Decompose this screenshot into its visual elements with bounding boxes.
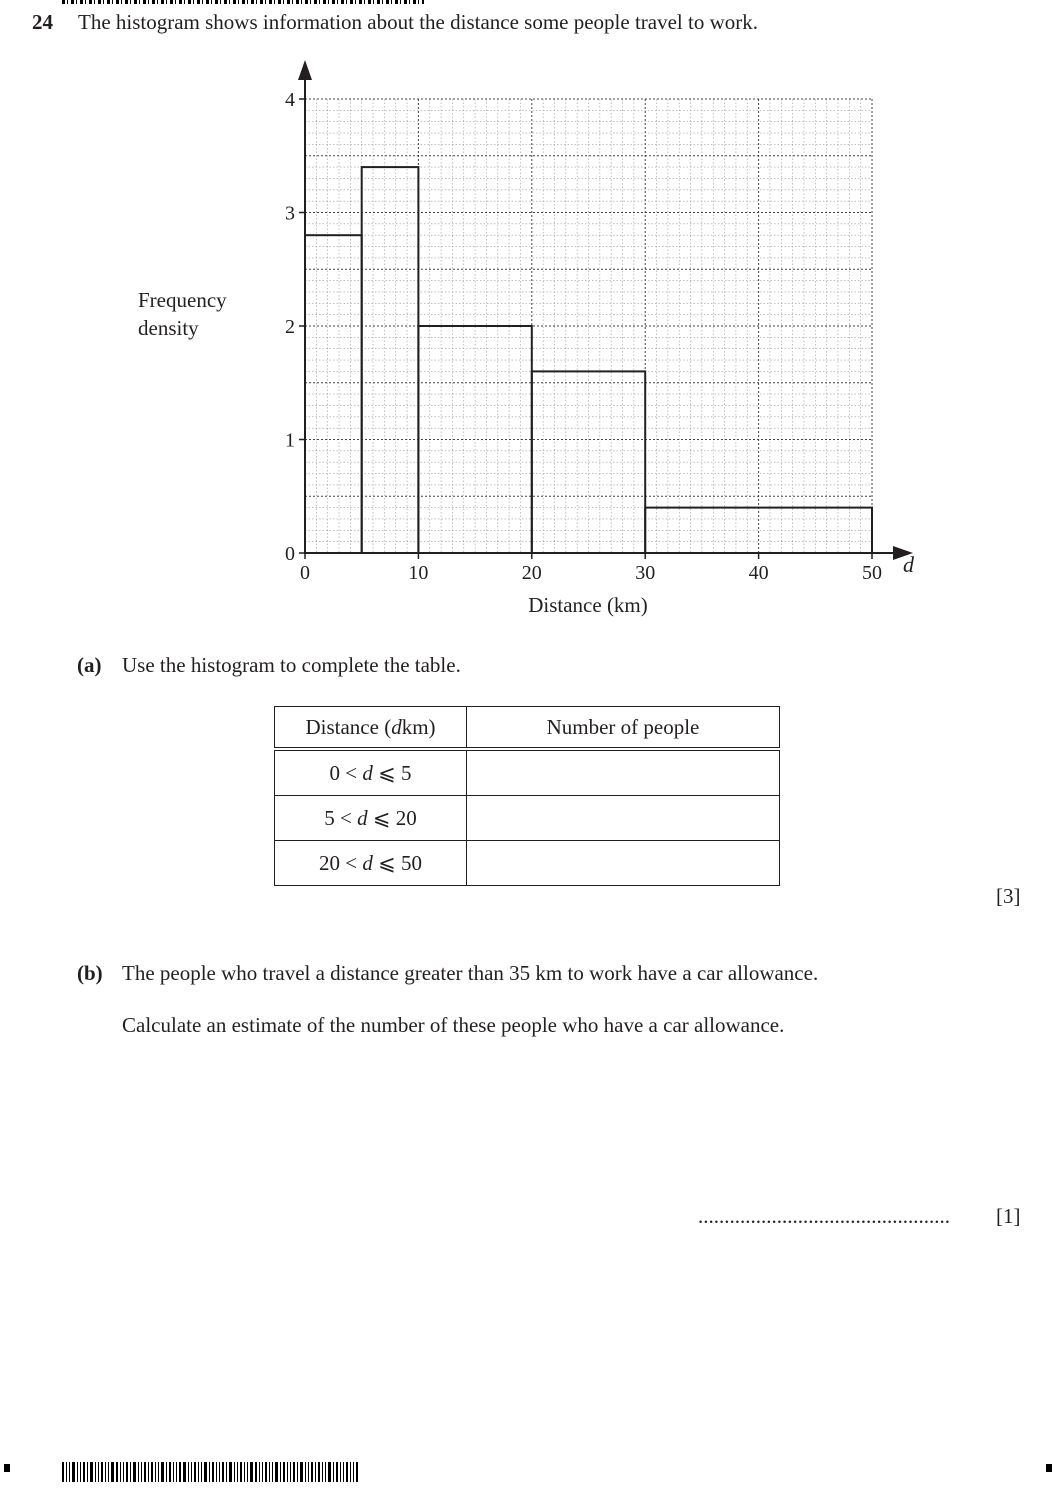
table-row	[275, 796, 780, 841]
barcode-bar	[305, 1462, 306, 1482]
x-variable-label: d	[903, 552, 914, 577]
barcode-bar	[311, 1462, 313, 1482]
barcode-bar	[66, 1462, 67, 1482]
barcode-bar	[247, 1462, 248, 1482]
barcode-bar	[250, 1462, 253, 1482]
barcode-bar	[269, 1462, 270, 1482]
barcode-bar	[283, 1462, 285, 1482]
barcode-bar	[144, 1462, 146, 1482]
barcode-bar	[141, 1462, 142, 1482]
answer-line[interactable]: ................................................	[698, 1204, 950, 1228]
barcode-bar	[120, 1462, 121, 1482]
barcode-bar	[315, 1462, 316, 1482]
histogram-chart	[0, 0, 1056, 640]
barcode-bar	[244, 1462, 245, 1482]
barcode-bar	[234, 1462, 235, 1482]
barcode-bar	[166, 1462, 167, 1482]
barcode-bar	[255, 1462, 257, 1482]
barcode-bar	[158, 1462, 159, 1482]
barcode-bar	[183, 1462, 186, 1482]
barcode-bar	[318, 1462, 320, 1482]
part-a-text: Use the histogram to complete the table.	[122, 653, 461, 677]
barcode-bar	[111, 1462, 114, 1482]
barcode-bar	[353, 1462, 354, 1482]
barcode-bar	[194, 1462, 196, 1482]
x-tick-label: 30	[635, 562, 656, 584]
barcode-bar	[212, 1462, 214, 1482]
barcode-bar	[300, 1462, 303, 1482]
frequency-table	[274, 706, 780, 886]
barcode-bar	[201, 1462, 202, 1482]
barcode-bar	[173, 1462, 174, 1482]
question-number: 24	[32, 10, 53, 34]
barcode-bar	[179, 1462, 181, 1482]
barcode-bar	[155, 1462, 156, 1482]
y-axis-label: Frequency density	[138, 288, 227, 340]
barcode-bar	[287, 1462, 288, 1482]
barcode-bar	[297, 1462, 298, 1482]
barcode-bar	[293, 1462, 295, 1482]
table-row	[275, 749, 780, 796]
distance-class: 0 < d ⩽ 5	[275, 749, 467, 796]
barcode-bar	[123, 1462, 124, 1482]
barcode-bar	[237, 1462, 238, 1482]
barcode-bar	[280, 1462, 281, 1482]
barcode-bar	[62, 1462, 64, 1482]
barcode-bar	[130, 1462, 131, 1482]
x-tick-label: 10	[408, 562, 429, 584]
y-tick-label: 1	[285, 429, 295, 452]
barcode-bar	[356, 1462, 358, 1482]
barcode-bar	[290, 1462, 291, 1482]
number-of-people-cell[interactable]	[467, 796, 780, 841]
y-axis-arrow	[298, 60, 312, 80]
part-b-text: The people who travel a distance greater than 35 km to work have a car allowance.	[122, 961, 819, 985]
y-tick-label: 2	[285, 316, 295, 338]
y-tick-label: 3	[285, 202, 295, 225]
barcode-bar	[116, 1462, 118, 1482]
x-tick-label: 0	[300, 562, 310, 584]
x-axis-label: Distance (km)	[528, 593, 648, 617]
barcode-bar	[204, 1462, 207, 1482]
barcode-bar	[333, 1462, 334, 1482]
barcode-bar	[72, 1462, 75, 1482]
barcode-bar	[133, 1462, 136, 1482]
barcode-bar	[80, 1462, 81, 1482]
corner-mark-right	[1046, 1464, 1052, 1472]
part-b-marks: [1]	[996, 1204, 1021, 1228]
part-a-label: (a)	[77, 653, 102, 677]
barcode-bar	[219, 1462, 220, 1482]
number-of-people-cell[interactable]	[467, 749, 780, 796]
part-b-text2: Calculate an estimate of the number of these people who have a car allowance.	[122, 1013, 785, 1037]
barcode-bar	[240, 1462, 242, 1482]
part-b-label: (b)	[77, 961, 103, 985]
barcode-bar	[98, 1462, 99, 1482]
barcode-bar	[229, 1462, 232, 1482]
barcode-bar	[101, 1462, 103, 1482]
table-header-row	[275, 707, 780, 750]
barcode-bar	[216, 1462, 217, 1482]
barcode-bar	[209, 1462, 210, 1482]
barcode-bar	[148, 1462, 149, 1482]
barcode-bar	[272, 1462, 273, 1482]
question-text: The histogram shows information about the distance some people travel to work.	[78, 10, 759, 34]
distance-class: 5 < d ⩽ 20	[275, 796, 467, 841]
barcode-bar	[343, 1462, 344, 1482]
barcode-bar	[188, 1462, 189, 1482]
barcode-bar	[308, 1462, 309, 1482]
x-tick-label: 40	[748, 562, 769, 584]
barcode-bar	[151, 1462, 153, 1482]
barcode-bar	[325, 1462, 326, 1482]
barcode-bar	[191, 1462, 192, 1482]
barcode-bar	[126, 1462, 128, 1482]
barcode-bar	[222, 1462, 224, 1482]
barcode-bar	[95, 1462, 96, 1482]
header-number-of-people: Number of people	[467, 707, 780, 750]
barcode-bar	[169, 1462, 171, 1482]
barcode-bar	[87, 1462, 88, 1482]
barcode-bar	[77, 1462, 78, 1482]
table-row	[275, 841, 780, 886]
barcode-bar	[265, 1462, 267, 1482]
barcode-bar	[69, 1462, 70, 1482]
barcode-bar	[350, 1462, 351, 1482]
number-of-people-cell[interactable]	[467, 841, 780, 886]
corner-mark-left	[4, 1464, 10, 1472]
part-a-marks: [3]	[996, 884, 1021, 908]
x-tick-label: 20	[521, 562, 542, 584]
barcode-bar	[340, 1462, 341, 1482]
y-tick-label: 0	[285, 543, 295, 565]
barcode	[62, 1462, 360, 1482]
barcode-bar	[262, 1462, 263, 1482]
barcode-bar	[328, 1462, 331, 1482]
barcode-bar	[176, 1462, 177, 1482]
x-tick-label: 50	[862, 562, 882, 584]
barcode-bar	[336, 1462, 338, 1482]
distance-class: 20 < d ⩽ 50	[275, 841, 467, 886]
header-distance: Distance (dkm)	[275, 707, 467, 750]
barcode-bar	[198, 1462, 199, 1482]
barcode-bar	[259, 1462, 260, 1482]
y-tick-label: 4	[285, 89, 295, 111]
barcode-bar	[138, 1462, 139, 1482]
barcode-bar	[346, 1462, 348, 1482]
barcode-bar	[226, 1462, 227, 1482]
barcode-bar	[83, 1462, 85, 1482]
barcode-bar	[105, 1462, 106, 1482]
barcode-bar	[161, 1462, 164, 1482]
barcode-bar	[322, 1462, 323, 1482]
barcode-bar	[275, 1462, 278, 1482]
barcode-bar	[90, 1462, 93, 1482]
barcode-bar	[108, 1462, 109, 1482]
